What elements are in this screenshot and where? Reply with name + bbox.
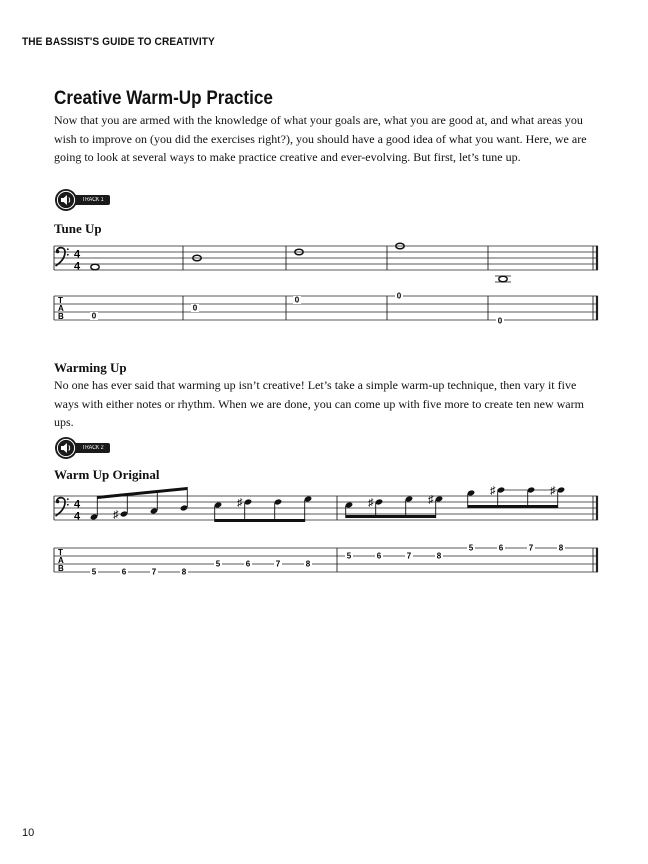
sharp-sign: ♯ [237,497,243,509]
tab-fret: 8 [181,567,187,577]
time-sig-bottom: 4 [74,260,81,273]
eighth-note-group [90,487,188,521]
intro-paragraph: Now that you are armed with the knowledge of what your goals are, what you are good at, and what areas you wish to improve on (you did the exercises right?), you should have a good idea of what you want. Here, we are going to look at several ways to make practice creative and ever-evolving. But first, let’s tune up. [54,113,587,165]
time-sig-bottom: 4 [74,510,81,523]
tune-up-tab-staff [54,296,598,320]
section-title: Creative Warm-Up Practice [54,88,273,109]
tab-fret: 5 [91,567,97,577]
whole-note [91,264,99,270]
tab-fret: 0 [396,291,402,301]
tune-up-tab-barlines [54,296,597,320]
bass-clef-icon [56,248,69,266]
tab-fret: 6 [121,567,127,577]
tune-up-score [40,240,610,330]
sharp-sign: ♯ [428,494,434,506]
tab-clef-letter: B [58,564,64,573]
tune-up-title: Tune Up [54,221,102,236]
sharp-sign: ♯ [113,509,119,521]
tab-fret: 0 [497,316,503,326]
sharp-sign: ♯ [490,485,496,497]
tab-fret: 7 [528,543,534,553]
tab-fret: 7 [275,559,281,569]
tune-up-staff [54,246,598,270]
tab-fret: 7 [151,567,157,577]
tab-fret: 8 [305,559,311,569]
sharp-sign: ♯ [368,497,374,509]
tab-clef-letter: A [58,556,64,565]
bass-clef-icon [56,498,69,516]
tab-fret: 5 [346,551,352,561]
tab-fret: 6 [245,559,251,569]
track-2-badge[interactable] [54,436,112,460]
whole-note-ledger [495,276,511,282]
track-2-label: TRACK 2 [82,445,104,451]
tab-fret: 6 [376,551,382,561]
tab-fret: 0 [91,311,97,321]
time-sig-top: 4 [74,498,81,511]
tab-clef-letter: A [58,304,64,313]
tab-fret: 6 [498,543,504,553]
warming-up-paragraph: No one has ever said that warming up isn’t creative! Let’s take a simple warm-up technique, then vary it five ways with either notes or rhythm. When we are done, you can come up with five more to create ten new warm ups. [54,378,584,430]
tab-fret: 7 [406,551,412,561]
tab-fret: 5 [215,559,221,569]
warming-up-title: Warming Up [54,360,127,375]
speaker-icon [54,436,80,460]
track-1-badge[interactable] [54,188,112,212]
eighth-note-group [214,495,312,522]
tab-clef [58,548,64,573]
tab-clef-letter: T [58,548,63,557]
tab-fret: 0 [294,295,300,305]
page-number: 10 [22,827,35,839]
tab-clef-letter: T [58,296,63,305]
time-sig-top: 4 [74,248,81,261]
tab-fret: 8 [558,543,564,553]
speaker-icon [54,188,80,212]
warm-up-tab-staff [54,548,598,572]
warm-up-score [40,484,610,578]
warm-up-original-title: Warm Up Original [54,467,160,482]
tab-clef-letter: B [58,312,64,321]
warm-up-tab-barlines [54,548,597,572]
sharp-sign: ♯ [550,485,556,497]
tab-fret: 0 [192,303,198,313]
tab-fret: 5 [468,543,474,553]
tab-fret: 8 [436,551,442,561]
tab-clef [58,296,64,321]
track-1-label: TRACK 1 [82,197,104,203]
running-head: THE BASSIST'S GUIDE TO CREATIVITY [22,36,215,48]
